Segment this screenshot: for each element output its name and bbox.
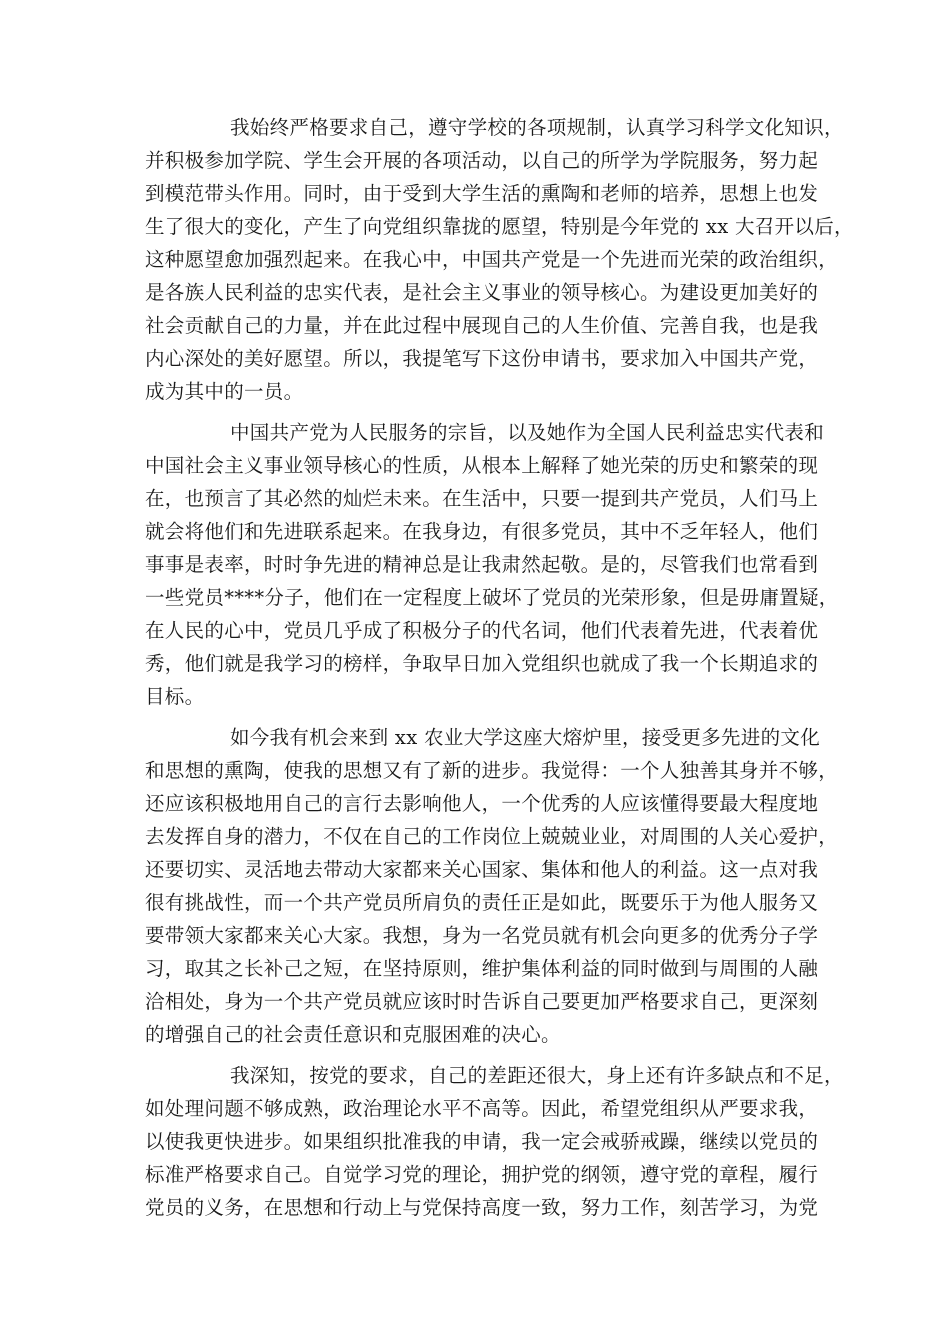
paragraph-line: 以使我更快进步。如果组织批准我的申请，我一定会戒骄戒躁，继续以党员的 bbox=[145, 1130, 819, 1153]
paragraph-line: 在，也预言了其必然的灿烂未来。在生活中，只要一提到共产党员，人们马上 bbox=[145, 487, 819, 510]
paragraph-line: 目标。 bbox=[145, 685, 205, 708]
paragraph-line: 我深知，按党的要求，自己的差距还很大，身上还有许多缺点和不足， bbox=[230, 1064, 844, 1087]
paragraph-line: 标准严格要求自己。自觉学习党的理论，拥护党的纲领，遵守党的章程，履行 bbox=[145, 1163, 819, 1186]
paragraph-line: 党员的义务，在思想和行动上与党保持高度一致，努力工作，刻苦学习，为党 bbox=[145, 1196, 819, 1219]
paragraph-line: 在人民的心中，党员几乎成了积极分子的代名词，他们代表着先进，代表着优 bbox=[145, 619, 819, 642]
paragraph-line: 内心深处的美好愿望。所以，我提笔写下这份申请书，要求加入中国共产党， bbox=[145, 347, 819, 370]
paragraph-line: 中国社会主义事业领导核心的性质，从根本上解释了她光荣的历史和繁荣的现 bbox=[145, 454, 819, 477]
paragraph-line: 中国共产党为人民服务的宗旨，以及她作为全国人民利益忠实代表和 bbox=[230, 421, 825, 444]
paragraph-line: 还要切实、灵活地去带动大家都来关心国家、集体和他人的利益。这一点对我 bbox=[145, 858, 819, 881]
paragraph-line: 如今我有机会来到 xx 农业大学这座大熔炉里，接受更多先进的文化 bbox=[230, 726, 820, 749]
paragraph-line: 还应该积极地用自己的言行去影响他人，一个优秀的人应该懂得要最大程度地 bbox=[145, 792, 819, 815]
paragraph-line: 很有挑战性，而一个共产党员所肩负的责任正是如此，既要乐于为他人服务又 bbox=[145, 891, 819, 914]
paragraph-line: 我始终严格要求自己，遵守学校的各项规制，认真学习科学文化知识， bbox=[230, 116, 844, 139]
paragraph-line: 就会将他们和先进联系起来。在我身边，有很多党员，其中不乏年轻人，他们 bbox=[145, 520, 819, 543]
paragraph-line: 习，取其之长补己之短，在坚持原则，维护集体利益的同时做到与周围的人融 bbox=[145, 957, 819, 980]
paragraph-line: 去发挥自身的潜力，不仅在自己的工作岗位上兢兢业业，对周围的人关心爱护， bbox=[145, 825, 839, 848]
paragraph-line: 的增强自己的社会责任意识和克服困难的决心。 bbox=[145, 1023, 561, 1046]
paragraph-line: 是各族人民利益的忠实代表，是社会主义事业的领导核心。为建设更加美好的 bbox=[145, 281, 819, 304]
paragraph-line: 生了很大的变化，产生了向党组织靠拢的愿望，特别是今年党的 xx 大召开以后， bbox=[145, 215, 854, 238]
paragraph-line: 和思想的熏陶，使我的思想又有了新的进步。我觉得：一个人独善其身并不够， bbox=[145, 759, 839, 782]
paragraph-line: 一些党员****分子，他们在一定程度上破坏了党员的光荣形象，但是毋庸置疑， bbox=[145, 586, 839, 609]
paragraph-line: 事事是表率，时时争先进的精神总是让我肃然起敬。是的，尽管我们也常看到 bbox=[145, 553, 819, 576]
paragraph-line: 秀，他们就是我学习的榜样，争取早日加入党组织也就成了我一个长期追求的 bbox=[145, 652, 819, 675]
paragraph-line: 这种愿望愈加强烈起来。在我心中，中国共产党是一个先进而光荣的政治组织， bbox=[145, 248, 839, 271]
paragraph-line: 到模范带头作用。同时，由于受到大学生活的熏陶和老师的培养，思想上也发 bbox=[145, 182, 819, 205]
paragraph-line: 成为其中的一员。 bbox=[145, 380, 304, 403]
paragraph-line: 要带领大家都来关心大家。我想，身为一名党员就有机会向更多的优秀分子学 bbox=[145, 924, 819, 947]
paragraph-line: 社会贡献自己的力量，并在此过程中展现自己的人生价值、完善自我，也是我 bbox=[145, 314, 819, 337]
paragraph-line: 洽相处，身为一个共产党员就应该时时告诉自己要更加严格要求自己，更深刻 bbox=[145, 990, 819, 1013]
paragraph-line: 如处理问题不够成熟，政治理论水平不高等。因此，希望党组织从严要求我， bbox=[145, 1097, 819, 1120]
paragraph-line: 并积极参加学院、学生会开展的各项活动，以自己的所学为学院服务，努力起 bbox=[145, 149, 819, 172]
